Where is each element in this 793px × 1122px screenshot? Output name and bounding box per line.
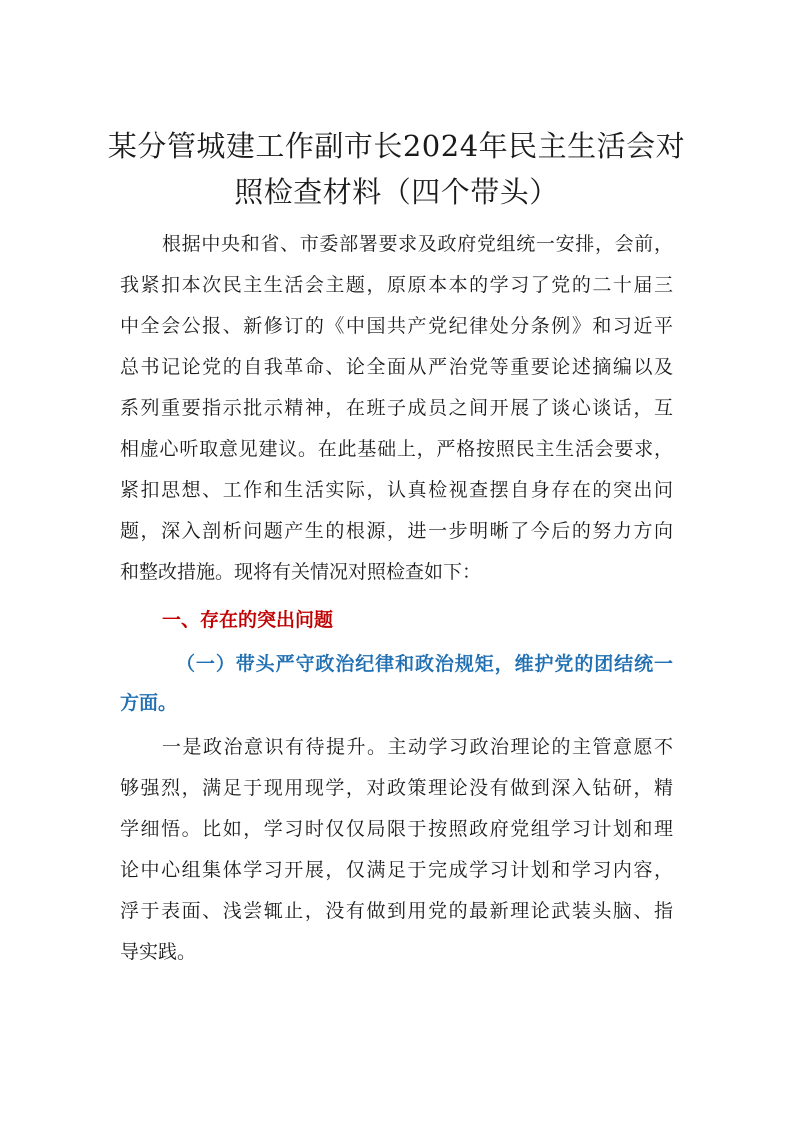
point-paragraph-line: 导实践。: [120, 941, 197, 963]
document-title-line-1: 某分管城建工作副市长2024年民主生活会对: [107, 129, 686, 163]
intro-paragraph-line: 紧扣思想、工作和生活实际，认真检视查摆自身存在的突出问: [120, 479, 673, 501]
point-paragraph-line: 一是政治意识有待提升。主动学习政治理论的主管意愿不: [162, 736, 673, 758]
section-heading: 一、存在的突出问题: [162, 609, 334, 631]
point-paragraph-line: 够强烈，满足于现用现学，对政策理论没有做到深入钻研，精: [120, 777, 673, 799]
intro-paragraph-line: 中全会公报、新修订的《中国共产党纪律处分条例》和习近平: [120, 315, 673, 337]
point-paragraph-line: 浮于表面、浅尝辄止，没有做到用党的最新理论武装头脑、指: [120, 900, 673, 922]
intro-paragraph-line: 系列重要指示批示精神，在班子成员之间开展了谈心谈话，互: [120, 397, 673, 419]
intro-paragraph-line: 总书记论党的自我革命、论全面从严治党等重要论述摘编以及: [120, 356, 673, 378]
intro-paragraph-line: 相虚心听取意见建议。在此基础上，严格按照民主生活会要求，: [120, 438, 673, 460]
document-title-line-2: 照检查材料（四个带头）: [234, 175, 559, 209]
point-paragraph-line: 学细悟。比如，学习时仅仅局限于按照政府党组学习计划和理: [120, 818, 673, 840]
subsection-heading-line-1: （一）带头严守政治纪律和政治规矩，维护党的团结统一: [176, 653, 673, 675]
intro-paragraph-line: 和整改措施。现将有关情况对照检查如下：: [120, 561, 482, 583]
intro-paragraph-line: 我紧扣本次民主生活会主题，原原本本的学习了党的二十届三: [120, 274, 673, 296]
point-paragraph-line: 论中心组集体学习开展，仅满足于完成学习计划和学习内容，: [120, 859, 673, 881]
subsection-heading-line-2: 方面。: [120, 692, 178, 714]
intro-paragraph-line: 题，深入剖析问题产生的根源，进一步明晰了今后的努力方向: [120, 520, 673, 542]
intro-paragraph-line: 根据中央和省、市委部署要求及政府党组统一安排，会前，: [162, 233, 673, 255]
